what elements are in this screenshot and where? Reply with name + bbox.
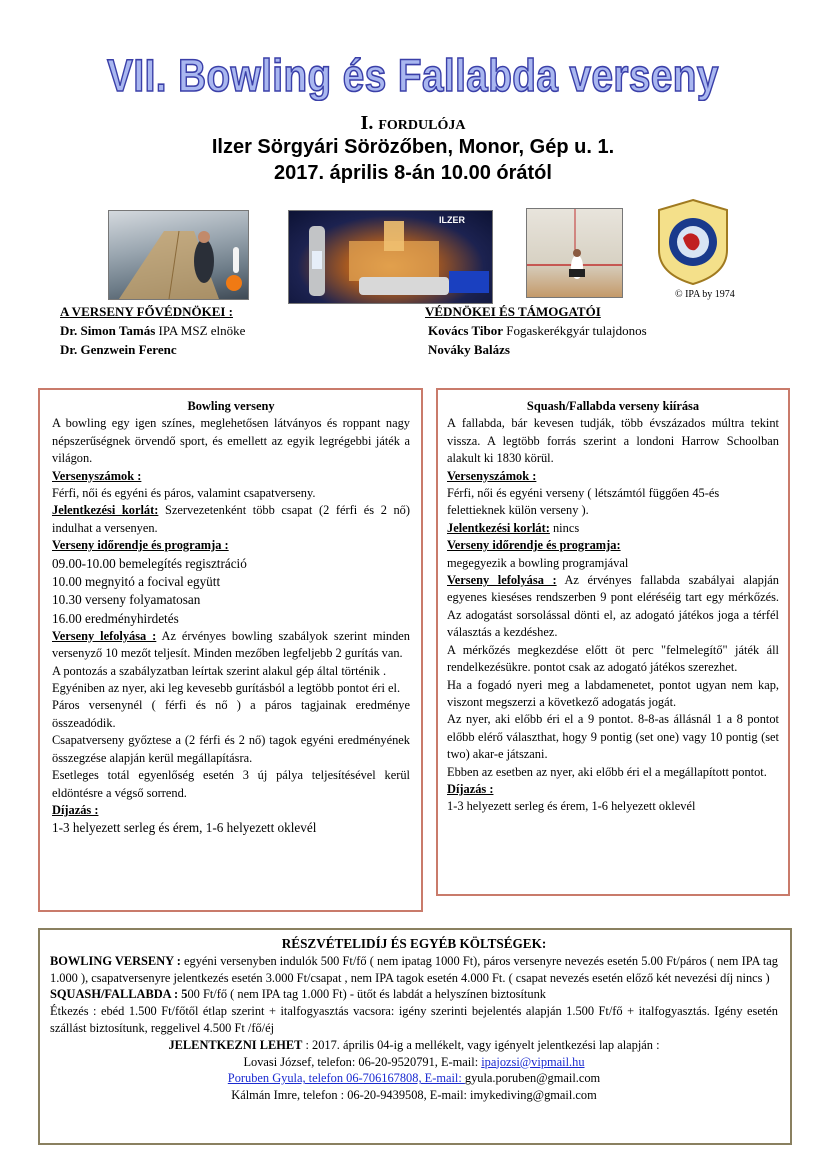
- fees-bowling-text: egyéni versenyben indulók 500 Ft/fő ( nem ipatag 1000 Ft), páros versenyre nevezés esetén 5.00 Ft/páros ( nem IPA tag 1.000 ), csapatversenyre jelentkezés esetén 3.000 Ft/csapat , nem IPA tagok esetén 4.000 Ft. ( csapat nevezés esetén előző két nevezési díj nincs ): [50, 953, 778, 985]
- bowling-prize-label: Díjazás :: [52, 802, 99, 817]
- squash-limit-text: nincs: [549, 520, 580, 535]
- squash-process-text: Az érvényes fallabda szabályai alapján egyenes kieséses rendszerben 9 pont eléréséig tart egy mérkőzés. Az adogatást sorsolással dönti el, az adogató játékos joga a térfél választás a kezdéshez.: [447, 573, 779, 640]
- bowling-process-text: Az érvényes bowling szabályok szerint minden versenyző 10 mezőt teljesít. Minden mezőben legfeljebb 2 gurítás van.: [52, 628, 410, 661]
- patron-role: IPA MSZ elnöke: [155, 323, 246, 338]
- svg-text:ILZER: ILZER: [439, 215, 465, 225]
- squash-prize-label: Díjazás :: [447, 781, 494, 796]
- patron-left-1: [60, 323, 245, 339]
- bowling-process: [52, 628, 410, 663]
- squash-title: Squash/Fallabda verseny kiírása: [526, 399, 700, 413]
- fees-squash-text: 00 Ft/fő ( nem IPA tag 1.000 Ft) - ütőt és labdát a helyszínen biztosítunk: [187, 987, 546, 1002]
- bowling-events-label: Versenyszámok :: [52, 468, 142, 483]
- contact-3: Kálmán Imre, telefon : 06-20-9439508, E-mail: imykediving@gmail.com: [231, 1088, 597, 1103]
- bowling-paragraph: Egyéniben az nyer, aki leg kevesebb gurításból a legtöbb pontot éri el.: [52, 681, 401, 696]
- bowling-limit: [52, 502, 410, 537]
- bowling-prize: 1-3 helyezett serleg és érem, 1-6 helyezett oklevél: [52, 820, 317, 836]
- squash-section: [436, 388, 790, 896]
- contact-2: [50, 1070, 778, 1087]
- bowling-paragraph: Páros versenynél ( férfi és nő ) a páros tagjainak eredménye összeadódik.: [52, 698, 410, 730]
- squash-photo: [526, 208, 623, 298]
- bowling-title: Bowling verseny: [187, 399, 275, 413]
- contact-1-email-link[interactable]: ipajozsi@vipmail.hu: [481, 1054, 585, 1069]
- round-subtitle: I. fordulója: [360, 112, 466, 134]
- squash-paragraph: Az nyer, aki előbb éri el a 9 pontot. 8-8-as állásnál 1 a 8 pontot előbb elérő választhat, hogy 9 pontig (set one) vagy 10 pontig (set two) akar-e játszani.: [447, 712, 779, 762]
- fees-register-label: JELENTKEZNI LEHET: [168, 1037, 303, 1052]
- squash-prize: 1-3 helyezett serleg és érem, 1-6 helyezett oklevél: [447, 799, 696, 814]
- fees-bowling: [50, 953, 778, 987]
- bowling-schedule-item: 16.00 eredményhirdetés: [52, 610, 179, 626]
- fees-squash-label: SQUASH/FALLABDA : 5: [50, 987, 188, 1002]
- ilzer-brewery-photo: [288, 210, 493, 304]
- bowling-schedule-label: Verseny időrendje és programja :: [52, 538, 229, 553]
- squash-paragraph: Ha a fogadó nyeri meg a labdamenetet, pontot ugyan nem kap, viszont megszerzi a következő adogatás jogát.: [447, 677, 779, 709]
- squash-events: Férfi, női és egyéni verseny ( létszámtól függően 45-és felettieknek külön verseny ).: [447, 486, 720, 518]
- fees-register-text: : 2017. április 04-ig a mellékelt, vagy igényelt jelentkezési lap alapján :: [302, 1037, 660, 1052]
- patron-name: Nováky Balázs: [428, 342, 510, 357]
- patron-right-1: [428, 323, 647, 339]
- fees-food: Étkezés : ebéd 1.500 Ft/főtől étlap szerint + italfogyasztás vacsora: igény szerinti bejelentés alapján 1.500 Ft/fő + italfogyasztás. Igény esetén szállást biztosítunk, reggelivel 4.500 Ft /fő/éj: [50, 1004, 778, 1035]
- ipa-copyright: © IPA by 1974: [675, 289, 735, 300]
- date-line: 2017. április 8-án 10.00 órától: [274, 162, 552, 184]
- contact-1-text: Lovasi József, telefon: 06-20-9520791, E-mail:: [243, 1054, 482, 1069]
- bowling-limit-label: Jelentkezési korlát:: [52, 503, 159, 518]
- patron-left-2: [60, 342, 177, 358]
- ipa-logo: [655, 198, 731, 286]
- bowling-schedule-item: 09.00-10.00 bemelegítés regisztráció: [52, 555, 247, 571]
- bowling-limit-text: Szervezetenként több csapat (2 férfi és 2 nő) indulhat a versenyen.: [52, 503, 411, 535]
- fees-register: [50, 1037, 778, 1054]
- bowling-process-label: Verseny lefolyása :: [52, 628, 157, 643]
- bowling-photo: [108, 210, 249, 300]
- fees-section: [38, 928, 792, 1145]
- squash-schedule: megegyezik a bowling programjával: [447, 555, 629, 570]
- contact-2-email: gyula.poruben@gmail.com: [464, 1071, 601, 1086]
- patron-role: Fogaskerékgyár tulajdonos: [503, 323, 647, 338]
- main-patrons-header: A VERSENY FŐVÉDNÖKEI :: [60, 304, 233, 319]
- patron-name: Dr. Genzwein Ferenc: [60, 342, 177, 357]
- bowling-intro: A bowling egy igen színes, meglehetősen látványos és roppant nagy népszerűségnek örvendő sport, és emellett az egyik legrégebbi játék a világon.: [52, 416, 410, 466]
- fees-squash: [50, 986, 778, 1003]
- squash-schedule-label: Verseny időrendje és programja:: [447, 538, 621, 553]
- bowling-section: [38, 388, 423, 912]
- squash-limit-label: Jelentkezési korlát:: [447, 520, 550, 535]
- squash-paragraph: A mérkőzés megkezdése előtt öt perc "felmelegítő" játék áll rendelkezésükre. pontot csak az adogató játékos szerezhet.: [447, 642, 779, 675]
- patron-right-2: [428, 342, 510, 358]
- contact-2-link[interactable]: Poruben Gyula, telefon 06-706167808, E-mail:: [227, 1071, 465, 1086]
- fees-title: RÉSZVÉTELIDÍJ ÉS EGYÉB KÖLTSÉGEK:: [281, 936, 547, 951]
- bowling-paragraph: A pontozás a szabályzatban leírtak szerint alakul gép által történik .: [52, 663, 387, 678]
- main-title: VII. Bowling és Fallabda verseny: [107, 50, 719, 101]
- squash-events-label: Versenyszámok :: [447, 468, 537, 483]
- bowling-paragraph: Esetleges totál egyenlőség esetén 3 új pálya teljesítésével kerül eldöntésre a végső sorrend.: [52, 768, 410, 800]
- contact-1: [50, 1054, 778, 1071]
- bowling-schedule-item: 10.00 megnyitó a focival együtt: [52, 573, 221, 589]
- patron-name: Kovács Tibor: [428, 323, 504, 338]
- patron-name: Dr. Simon Tamás: [60, 323, 156, 338]
- sponsors-header: VÉDNÖKEI ÉS TÁMOGATÓI: [425, 304, 601, 319]
- bowling-events: Férfi, női és egyéni és páros, valamint csapatverseny.: [52, 486, 316, 501]
- bowling-paragraph: Csapatverseny győztese a (2 férfi és 2 nő) tagok egyéni eredményének összegzése alapján kerül megállapításra.: [52, 733, 410, 765]
- squash-paragraph: Ebben az esetben az nyer, aki előbb éri el a megállapított pontot.: [447, 764, 767, 779]
- squash-limit: [447, 520, 779, 537]
- squash-process-label: Verseny lefolyása :: [447, 573, 557, 588]
- fees-bowling-label: BOWLING VERSENY :: [50, 953, 181, 968]
- venue-line: Ilzer Sörgyári Sörözőben, Monor, Gép u. 1.: [211, 136, 615, 158]
- squash-process: [447, 572, 779, 642]
- bowling-schedule-item: 10.30 verseny folyamatosan: [52, 592, 201, 608]
- squash-intro: A fallabda, bár kevesen tudják, több évszázados múltra tekint vissza. A legtöbb forrás szerint a londoni Harrow Schoolban alakult ki 1830 körül.: [447, 416, 779, 466]
